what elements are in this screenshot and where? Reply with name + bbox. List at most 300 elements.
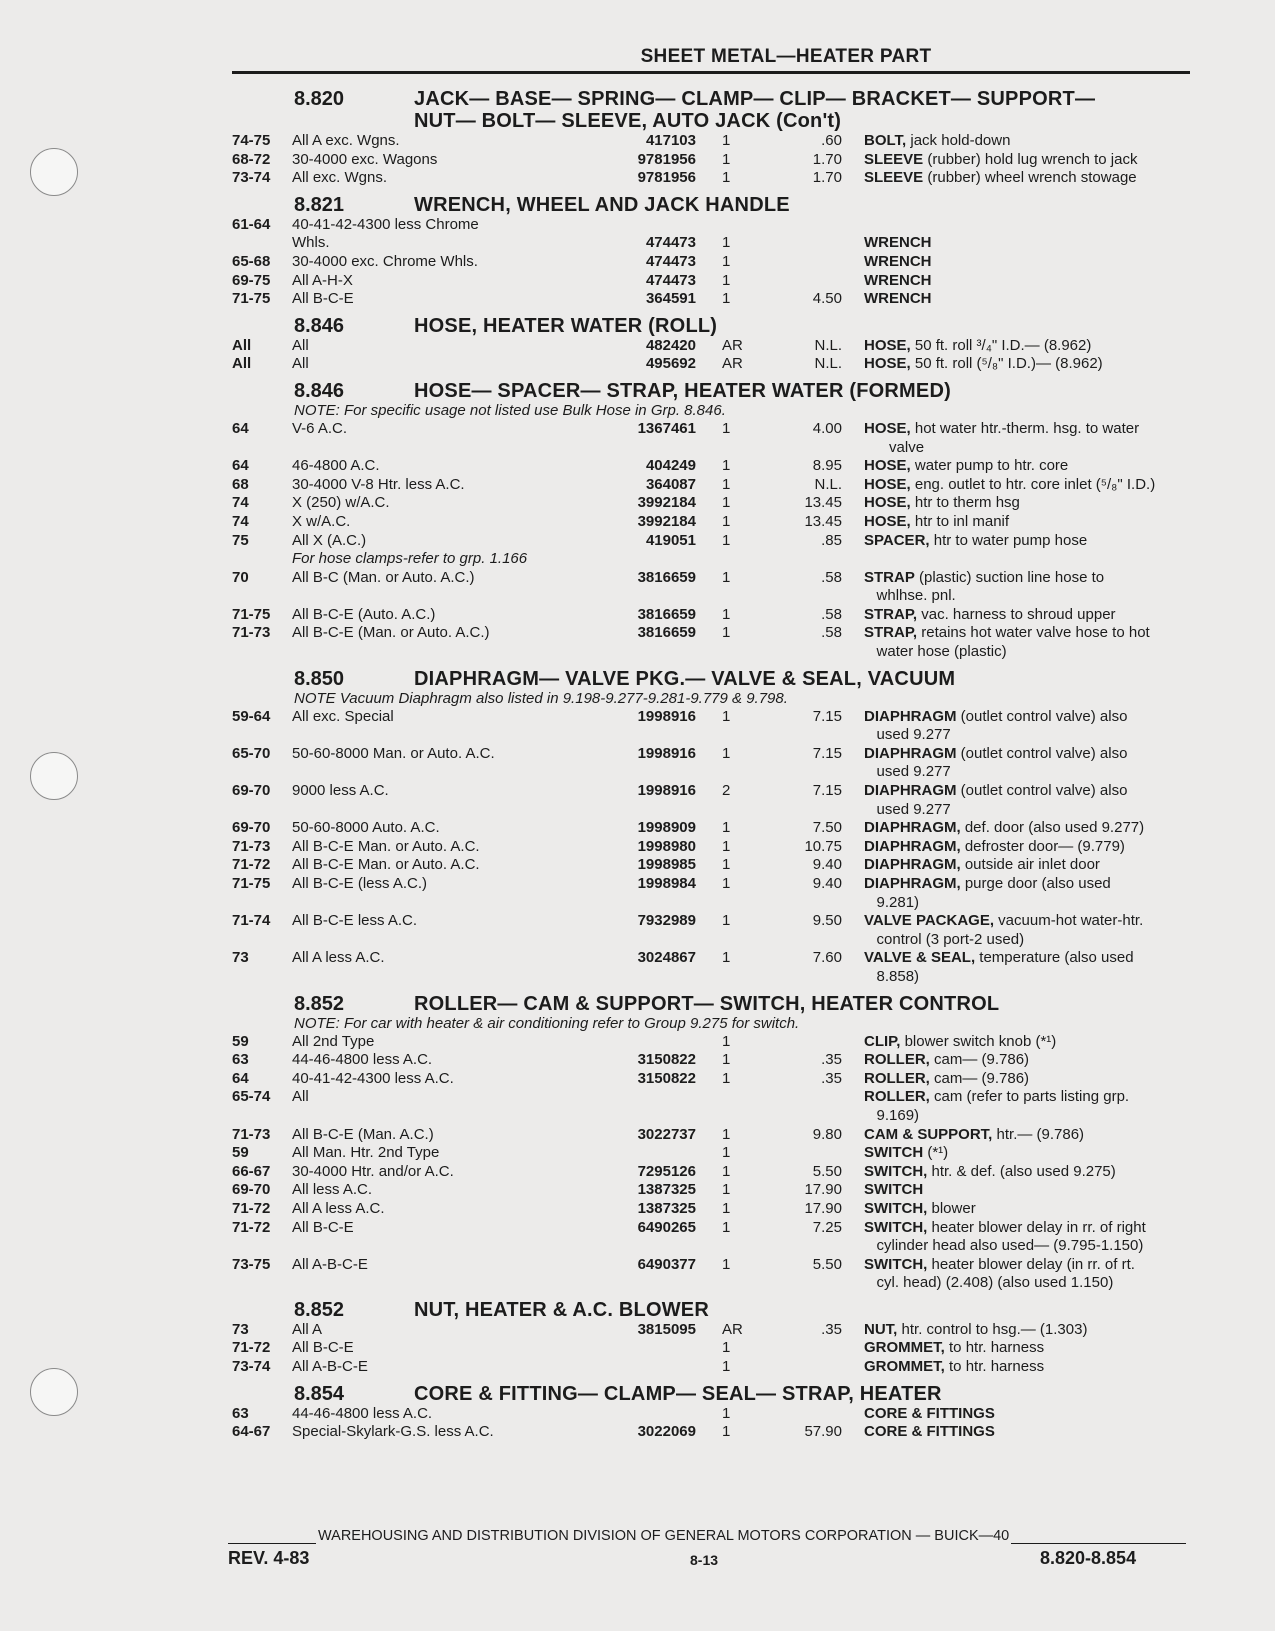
- price-cell: [766, 234, 842, 253]
- part-number-cell: 474473: [645, 234, 696, 252]
- year-cell: 69-70: [232, 782, 271, 800]
- part-number-cell: 404249: [645, 457, 696, 475]
- binder-hole: [30, 1368, 78, 1416]
- application-cell: All B-C-E (Man. or Auto. A.C.): [292, 624, 490, 642]
- description-cell: [842, 337, 1190, 356]
- description-keyword: BOLT,: [864, 132, 907, 149]
- description-keyword: HOSE,: [864, 475, 911, 493]
- group-title-line: NUT, HEATER & A.C. BLOWER: [414, 1298, 709, 1321]
- year-cell: 65-70: [232, 744, 271, 762]
- year-cell: [232, 1237, 292, 1256]
- table-row: [232, 1051, 1190, 1070]
- description-text: cyl. head) (2.408) (also used 1.150): [864, 1274, 1114, 1292]
- table-row: [232, 569, 1190, 588]
- price-cell: .60: [821, 132, 842, 149]
- description-keyword: STRAP: [864, 568, 915, 586]
- section-note: NOTE: For specific usage not listed use Bulk Hose in Grp. 8.846.: [294, 401, 726, 419]
- price-cell: 9.50: [812, 912, 842, 930]
- price-cell: [766, 1144, 842, 1163]
- description-keyword: SWITCH,: [864, 1255, 928, 1273]
- description-keyword: GROMMET,: [864, 1358, 945, 1376]
- description-text: htr.— (9.786): [992, 1125, 1085, 1143]
- description-cell: [842, 801, 1190, 820]
- table-row: [232, 169, 1190, 188]
- page-title: SHEET METAL—HEATER PART: [640, 46, 932, 67]
- quantity-cell: 2: [722, 782, 731, 800]
- year-cell: 71-75: [232, 605, 271, 623]
- quantity-cell: AR: [722, 355, 743, 373]
- price-cell: N.L.: [814, 355, 842, 373]
- year-cell: 75: [232, 531, 249, 549]
- description-keyword: SWITCH: [864, 1181, 924, 1199]
- application-cell: All: [292, 355, 309, 373]
- quantity-cell: [696, 643, 766, 662]
- application-cell: 40-41-42-4300 less Chrome: [292, 215, 479, 233]
- description-keyword: DIAPHRAGM,: [864, 819, 961, 837]
- part-number-cell: [578, 1107, 696, 1126]
- application-cell: V-6 A.C.: [292, 419, 348, 437]
- application-cell: All: [292, 336, 309, 354]
- table-row: [232, 894, 1190, 913]
- price-cell: [766, 968, 842, 987]
- table-row: [232, 1339, 1190, 1358]
- description-keyword: SLEEVE: [864, 169, 924, 187]
- application-cell: All 2nd Type: [292, 1032, 375, 1050]
- description-cell: [842, 763, 1190, 782]
- description-cell: [842, 1107, 1190, 1126]
- group-number: 8.852: [294, 1298, 345, 1321]
- description-cell: [842, 819, 1190, 838]
- part-number-cell: [578, 1144, 696, 1163]
- description-keyword: SWITCH,: [864, 1199, 928, 1217]
- description-cell: [842, 726, 1190, 745]
- price-cell: 17.90: [804, 1199, 842, 1217]
- application-cell: All A-B-C-E: [292, 1255, 368, 1273]
- year-cell: 69-70: [232, 1181, 271, 1199]
- table-row: [232, 439, 1190, 458]
- price-cell: [766, 1358, 842, 1377]
- table-row: [232, 763, 1190, 782]
- application-cell: Special-Skylark-G.S. less A.C.: [292, 1423, 494, 1441]
- table-row: [232, 216, 1190, 235]
- binder-hole: [30, 752, 78, 800]
- description-keyword: WRENCH: [864, 271, 932, 289]
- description-text: (outlet control valve) also: [956, 744, 1128, 762]
- price-cell: .35: [821, 1051, 842, 1069]
- quantity-cell: AR: [722, 336, 743, 354]
- year-cell: 65-68: [232, 252, 271, 270]
- group-title: [414, 88, 1190, 132]
- table-row: [232, 234, 1190, 253]
- group-title: [414, 380, 1190, 402]
- table-row: [232, 151, 1190, 170]
- application-cell: [292, 763, 578, 782]
- quantity-cell: 1: [722, 875, 731, 892]
- group-number: 8.846: [294, 314, 345, 337]
- group-number: 8.821: [294, 193, 345, 216]
- price-cell: [766, 1274, 842, 1293]
- price-cell: 5.50: [812, 1255, 842, 1273]
- table-row: [232, 838, 1190, 857]
- description-text: htr to therm hsg: [910, 494, 1020, 512]
- description-cell: [842, 272, 1190, 291]
- description-cell: [842, 1070, 1190, 1089]
- description-cell: [842, 949, 1190, 968]
- section-heading: [232, 194, 1190, 216]
- price-cell: [766, 272, 842, 291]
- description-keyword: DIAPHRAGM,: [864, 837, 961, 855]
- year-cell: 61-64: [232, 215, 271, 233]
- description-text: 50 ft. roll (⁵/₈" I.D.)— (8.962): [910, 355, 1103, 373]
- table-row: [232, 1181, 1190, 1200]
- quantity-cell: 1: [722, 1255, 731, 1273]
- price-cell: [766, 253, 842, 272]
- description-keyword: DIAPHRAGM: [864, 744, 957, 762]
- part-number-cell: 7295126: [637, 1162, 696, 1180]
- description-cell: [842, 1163, 1190, 1182]
- part-number-cell: 9781956: [637, 150, 696, 168]
- part-number-cell: [578, 1339, 696, 1358]
- description-text: (rubber) wheel wrench stowage: [923, 169, 1137, 187]
- table-row: [232, 290, 1190, 309]
- part-number-cell: 474473: [645, 271, 696, 289]
- description-text: cam (refer to parts listing grp.: [929, 1088, 1130, 1106]
- part-number-cell: 3022737: [637, 1125, 696, 1143]
- part-number-cell: 1998984: [637, 875, 696, 892]
- quantity-cell: [696, 894, 766, 913]
- part-number-cell: [578, 1237, 696, 1256]
- quantity-cell: 1: [722, 457, 731, 475]
- description-keyword: GROMMET,: [864, 1339, 945, 1357]
- price-cell: 9.40: [812, 856, 842, 874]
- description-text: blower switch knob (*¹): [900, 1032, 1057, 1050]
- table-row: [232, 1237, 1190, 1256]
- price-cell: [766, 1405, 842, 1424]
- description-cell: [842, 1321, 1190, 1340]
- group-title: [414, 668, 1190, 690]
- description-cell: [842, 439, 1190, 458]
- quantity-cell: 1: [722, 1181, 731, 1199]
- table-row: [232, 745, 1190, 764]
- year-cell: 63: [232, 1051, 249, 1069]
- application-cell: 9000 less A.C.: [292, 782, 389, 800]
- description-text: cam— (9.786): [929, 1069, 1030, 1087]
- description-keyword: VALVE & SEAL,: [864, 949, 976, 967]
- description-text: def. door (also used 9.277): [960, 819, 1145, 837]
- price-cell: 7.15: [812, 782, 842, 800]
- part-number-cell: [578, 894, 696, 913]
- section-heading: [232, 88, 1190, 132]
- description-cell: [842, 875, 1190, 894]
- table-row: [232, 708, 1190, 727]
- part-number-cell: 474473: [645, 252, 696, 270]
- footer-division: WAREHOUSING AND DISTRIBUTION DIVISION OF GENERAL MOTORS CORPORATION — BUICK—40: [318, 1528, 1010, 1544]
- price-cell: 13.45: [804, 494, 842, 512]
- part-number-cell: [578, 439, 696, 458]
- group-title-line: WRENCH, WHEEL AND JACK HANDLE: [414, 193, 790, 216]
- description-keyword: SWITCH,: [864, 1162, 928, 1180]
- part-number-cell: 3815095: [637, 1320, 696, 1338]
- description-cell: [842, 216, 1190, 235]
- table-row: [232, 355, 1190, 374]
- application-cell: [292, 1237, 578, 1256]
- section-heading: [232, 380, 1190, 402]
- application-cell: All B-C-E less A.C.: [292, 912, 418, 930]
- description-text: heater blower delay (in rr. of rt.: [927, 1255, 1135, 1273]
- table-row: [232, 513, 1190, 532]
- price-cell: [766, 1107, 842, 1126]
- table-row: [232, 912, 1190, 931]
- table-row: [232, 476, 1190, 495]
- table-row: [232, 1126, 1190, 1145]
- part-number-cell: [578, 216, 696, 235]
- price-cell: .35: [821, 1069, 842, 1087]
- part-number-cell: 7932989: [637, 912, 696, 930]
- table-row: [232, 1256, 1190, 1275]
- year-cell: [232, 1107, 292, 1126]
- description-keyword: WRENCH: [864, 290, 932, 308]
- table-row: [232, 1033, 1190, 1052]
- table-row: [232, 782, 1190, 801]
- application-cell: All B-C-E: [292, 1339, 354, 1357]
- description-text: htr. & def. (also used 9.275): [927, 1162, 1116, 1180]
- part-number-cell: 3992184: [637, 494, 696, 512]
- price-cell: [766, 216, 842, 235]
- description-keyword: CORE & FITTINGS: [864, 1404, 995, 1422]
- description-text: 50 ft. roll ³/₄" I.D.— (8.962): [910, 336, 1092, 354]
- year-cell: 73: [232, 949, 249, 967]
- application-cell: 30-4000 Htr. and/or A.C.: [292, 1162, 454, 1180]
- description-cell: [842, 1358, 1190, 1377]
- description-text: vac. harness to shroud upper: [917, 605, 1116, 623]
- description-text: water pump to htr. core: [910, 457, 1069, 475]
- section-heading: [232, 668, 1190, 690]
- description-text: blower: [927, 1199, 976, 1217]
- group-title-line: HOSE, HEATER WATER (ROLL): [414, 314, 718, 337]
- table-row: [232, 819, 1190, 838]
- part-number-cell: 417103: [645, 132, 696, 149]
- description-cell: [842, 1237, 1190, 1256]
- year-cell: [232, 587, 292, 606]
- price-cell: 9.40: [812, 875, 842, 892]
- group-number: 8.852: [294, 992, 345, 1015]
- price-cell: 17.90: [804, 1181, 842, 1199]
- part-number-cell: 3022069: [637, 1423, 696, 1441]
- quantity-cell: 1: [722, 837, 731, 855]
- header-rule: [232, 71, 1190, 74]
- price-cell: 7.60: [812, 949, 842, 967]
- part-number-cell: 1998916: [637, 782, 696, 800]
- table-row: [232, 1423, 1190, 1442]
- application-cell: All exc. Special: [292, 707, 394, 725]
- price-cell: [766, 801, 842, 820]
- application-cell: 50-60-8000 Auto. A.C.: [292, 819, 440, 837]
- description-cell: [842, 587, 1190, 606]
- description-cell: [842, 290, 1190, 309]
- description-cell: [842, 1126, 1190, 1145]
- price-cell: 1.70: [812, 150, 842, 168]
- description-keyword: HOSE,: [864, 355, 911, 373]
- section-heading: [232, 1383, 1190, 1405]
- quantity-cell: 1: [722, 744, 731, 762]
- part-number-cell: 3150822: [637, 1051, 696, 1069]
- table-row: [232, 726, 1190, 745]
- description-cell: [842, 457, 1190, 476]
- quantity-cell: 1: [722, 512, 731, 530]
- table-row: [232, 624, 1190, 643]
- year-cell: 71-72: [232, 1339, 271, 1357]
- page-number: 8-13: [690, 1552, 719, 1568]
- description-text: heater blower delay in rr. of right: [927, 1218, 1146, 1236]
- application-cell: [292, 643, 578, 662]
- part-number-cell: 3150822: [637, 1069, 696, 1087]
- year-cell: 73: [232, 1320, 249, 1338]
- price-cell: [766, 1088, 842, 1107]
- year-cell: 71-73: [232, 837, 271, 855]
- price-cell: 7.25: [812, 1218, 842, 1236]
- part-number-cell: 364591: [645, 290, 696, 308]
- application-cell: All A: [292, 1320, 323, 1338]
- quantity-cell: [696, 931, 766, 950]
- quantity-cell: 1: [722, 290, 731, 308]
- quantity-cell: 1: [722, 707, 731, 725]
- description-cell: [842, 838, 1190, 857]
- section-note: NOTE: For car with heater & air conditioning refer to Group 9.275 for switch.: [294, 1014, 800, 1032]
- group-number: 8.820: [294, 88, 345, 110]
- description-keyword: WRENCH: [864, 252, 932, 270]
- description-text: cylinder head also used— (9.795-1.150): [864, 1237, 1144, 1255]
- description-text: (rubber) hold lug wrench to jack: [923, 150, 1138, 168]
- year-cell: 71-72: [232, 856, 271, 874]
- quantity-cell: 1: [722, 1404, 731, 1422]
- price-cell: [766, 439, 842, 458]
- price-cell: [766, 1339, 842, 1358]
- group-title-line: CORE & FITTING— CLAMP— SEAL— STRAP, HEATER: [414, 1382, 942, 1405]
- table-row: [232, 643, 1190, 662]
- application-cell: [292, 587, 578, 606]
- price-cell: 4.50: [812, 290, 842, 308]
- description-text: (*¹): [923, 1144, 949, 1162]
- price-cell: [766, 587, 842, 606]
- price-cell: [766, 643, 842, 662]
- table-row: [232, 272, 1190, 291]
- year-cell: 63: [232, 1404, 249, 1422]
- year-cell: 70: [232, 568, 249, 586]
- part-number-cell: 1998980: [637, 837, 696, 855]
- description-text: outside air inlet door: [960, 856, 1100, 874]
- table-row: [232, 1107, 1190, 1126]
- description-cell: [842, 420, 1190, 439]
- application-cell: All A-H-X: [292, 271, 353, 289]
- description-cell: [842, 606, 1190, 625]
- part-number-cell: [578, 1274, 696, 1293]
- application-cell: [292, 726, 578, 745]
- description-keyword: HOSE,: [864, 336, 911, 354]
- application-cell: All exc. Wgns.: [292, 169, 388, 187]
- part-number-cell: 1367461: [637, 419, 696, 437]
- section-heading: [232, 315, 1190, 337]
- application-cell: Whls.: [292, 234, 330, 252]
- description-keyword: WRENCH: [864, 234, 932, 252]
- table-row: [232, 337, 1190, 356]
- part-number-cell: 1387325: [637, 1181, 696, 1199]
- table-row: [232, 1163, 1190, 1182]
- description-text: temperature (also used: [975, 949, 1134, 967]
- year-cell: 69-70: [232, 819, 271, 837]
- price-cell: 10.75: [804, 837, 842, 855]
- quantity-cell: [696, 439, 766, 458]
- price-cell: 7.15: [812, 744, 842, 762]
- table-row: [232, 457, 1190, 476]
- price-cell: [766, 931, 842, 950]
- description-cell: [842, 569, 1190, 588]
- year-cell: 71-72: [232, 1199, 271, 1217]
- application-cell: All B-C-E Man. or Auto. A.C.: [292, 837, 480, 855]
- quantity-cell: 1: [722, 234, 731, 252]
- description-text: (outlet control valve) also: [956, 782, 1128, 800]
- description-cell: [842, 1088, 1190, 1107]
- description-keyword: STRAP,: [864, 605, 918, 623]
- application-cell: 44-46-4800 less A.C.: [292, 1051, 433, 1069]
- table-row: [232, 1144, 1190, 1163]
- description-text: htr to water pump hose: [929, 531, 1088, 549]
- table-row: [232, 606, 1190, 625]
- description-cell: [842, 1423, 1190, 1442]
- quantity-cell: 1: [722, 1125, 731, 1143]
- group-title: [414, 993, 1190, 1015]
- application-cell: X (250) w/A.C.: [292, 494, 390, 512]
- application-cell: All B-C-E: [292, 290, 354, 308]
- quantity-cell: [696, 1274, 766, 1293]
- description-cell: [842, 234, 1190, 253]
- quantity-cell: 1: [722, 1339, 731, 1357]
- group-number: 8.854: [294, 1382, 345, 1405]
- description-text: whlhse. pnl.: [864, 587, 956, 605]
- part-number-cell: [578, 643, 696, 662]
- price-cell: 8.95: [812, 457, 842, 475]
- table-row: [232, 1070, 1190, 1089]
- description-cell: [842, 1033, 1190, 1052]
- year-cell: 71-72: [232, 1218, 271, 1236]
- quantity-cell: [696, 216, 766, 235]
- description-cell: [842, 1181, 1190, 1200]
- description-cell: [842, 1200, 1190, 1219]
- price-cell: .35: [821, 1320, 842, 1338]
- quantity-cell: [696, 587, 766, 606]
- price-cell: 13.45: [804, 512, 842, 530]
- description-text: used 9.277: [864, 763, 951, 781]
- application-cell: [292, 1107, 578, 1126]
- year-cell: 68: [232, 475, 249, 493]
- year-cell: 64: [232, 457, 249, 475]
- quantity-cell: 1: [722, 419, 731, 437]
- description-text: used 9.277: [864, 800, 951, 818]
- application-cell: For hose clamps-refer to grp. 1.166: [292, 550, 528, 568]
- description-cell: [842, 1405, 1190, 1424]
- part-number-cell: 9781956: [637, 169, 696, 187]
- description-text: water hose (plastic): [864, 643, 1007, 661]
- quantity-cell: 1: [722, 494, 731, 512]
- description-cell: [842, 253, 1190, 272]
- year-cell: 71-73: [232, 624, 271, 642]
- description-text: retains hot water valve hose to hot: [917, 624, 1150, 642]
- part-number-cell: 482420: [645, 336, 696, 354]
- part-number-cell: 6490377: [637, 1255, 696, 1273]
- quantity-cell: 1: [722, 1218, 731, 1236]
- price-cell: 4.00: [812, 419, 842, 437]
- year-cell: 64-67: [232, 1423, 271, 1441]
- year-cell: [232, 801, 292, 820]
